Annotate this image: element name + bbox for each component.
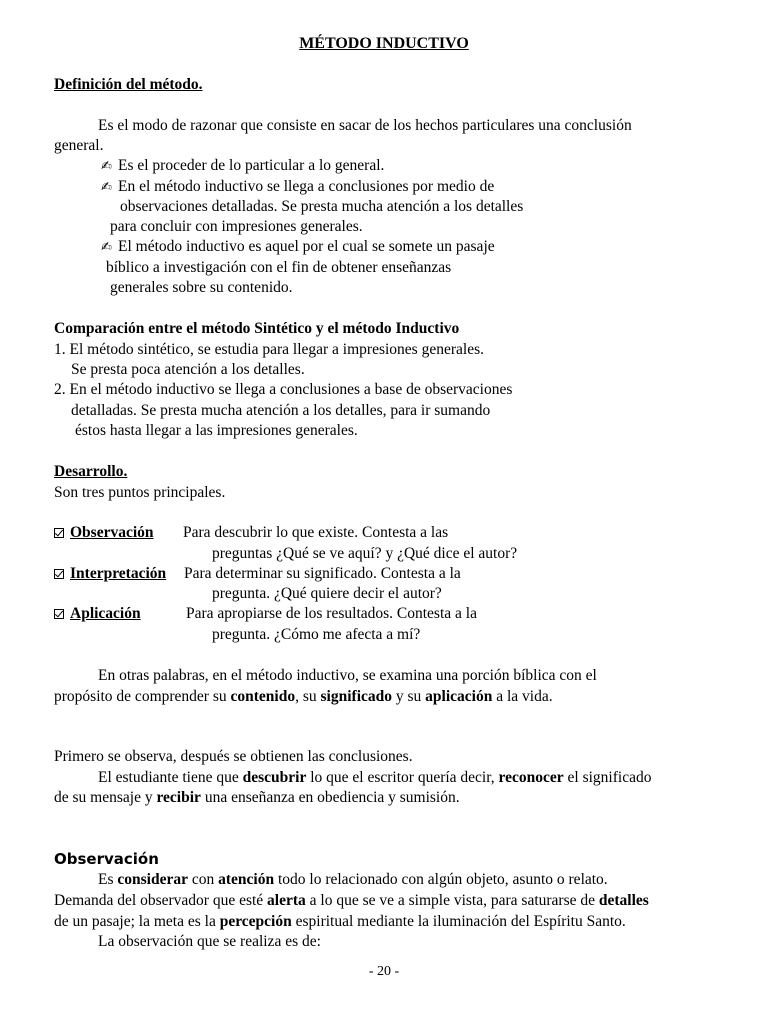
observacion-line1: Es considerar con atención todo lo relacionado con algún objeto, asunto o relato. [98,871,608,888]
desarrollo-subtitle: Son tres puntos principales. [54,484,226,501]
checkbox-checked-icon [54,569,64,579]
section-heading-desarrollo: Desarrollo. [54,463,128,480]
checkbox-checked-icon [54,609,64,619]
comparacion-line: 2. En el método inductivo se llega a conclusiones a base de observaciones [54,381,513,398]
page-number: - 20 - [368,964,400,979]
bullet-1: ✍ Es el proceder de lo particular a lo general. [101,156,384,177]
section-heading-comparacion: Comparación entre el método Sintético y el método Inductivo [54,320,460,337]
otras-palabras-line2: propósito de comprender su contenido, su significado y su aplicación a la vida. [54,688,553,705]
section-heading-definicion: Definición del método. [54,76,203,93]
primero-line2: El estudiante tiene que descubrir lo que el escritor quería decir, reconocer el significado [98,769,652,786]
primero-line3: de su mensaje y recibir una enseñanza en obediencia y sumisión. [54,789,460,806]
point-interpretacion: Interpretación Para determinar su significado. Contesta a la [54,564,461,584]
bullet-3-line3: generales sobre su contenido. [110,279,293,296]
observacion-line3: de un pasaje; la meta es la percepción espiritual mediante la iluminación del Espíritu Santo. [54,913,626,930]
point-observacion: Observación Para descubrir lo que existe. Contesta a las [54,523,448,543]
section-heading-observacion: Observación [54,850,159,868]
bullet-2: ✍ En el método inductivo se llega a conclusiones por medio de [101,177,494,198]
checkbox-checked-icon [54,528,64,538]
pen-bullet-icon: ✍ [101,180,112,195]
primero-line1: Primero se observa, después se obtienen las conclusiones. [54,748,413,765]
pen-bullet-icon: ✍ [101,159,112,174]
comparacion-line: detalladas. Se presta mucha atención a los detalles, para ir sumando [71,402,491,419]
definicion-intro-line1: Es el modo de razonar que consiste en sacar de los hechos particulares una conclusión [98,117,632,134]
bullet-2-line2: observaciones detalladas. Se presta mucha atención a los detalles [120,198,524,215]
otras-palabras-line1: En otras palabras, en el método inductivo, se examina una porción bíblica con el [98,667,597,684]
observacion-line2: Demanda del observador que esté alerta a lo que se ve a simple vista, para saturarse de detalles [54,892,649,909]
bullet-2-line3: para concluir con impresiones generales. [110,218,363,235]
comparacion-line: 1. El método sintético, se estudia para llegar a impresiones generales. [54,341,484,358]
point-observacion-line2: preguntas ¿Qué se ve aquí? y ¿Qué dice el autor? [212,545,518,562]
comparacion-line: éstos hasta llegar a las impresiones generales. [75,422,358,439]
comparacion-line: Se presta poca atención a los detalles. [71,361,305,378]
observacion-line4: La observación que se realiza es de: [98,933,321,950]
bullet-3: ✍ El método inductivo es aquel por el cual se somete un pasaje [101,237,495,258]
definicion-intro-line2: general. [54,137,104,154]
page-title: MÉTODO INDUCTIVO [299,35,469,52]
point-interpretacion-line2: pregunta. ¿Qué quiere decir el autor? [212,585,442,602]
point-aplicacion-line2: pregunta. ¿Cómo me afecta a mí? [212,626,421,643]
point-aplicacion: Aplicación Para apropiarse de los resultados. Contesta a la [54,604,477,624]
bullet-3-line2: bíblico a investigación con el fin de obtener enseñanzas [106,259,452,276]
pen-bullet-icon: ✍ [101,240,112,255]
